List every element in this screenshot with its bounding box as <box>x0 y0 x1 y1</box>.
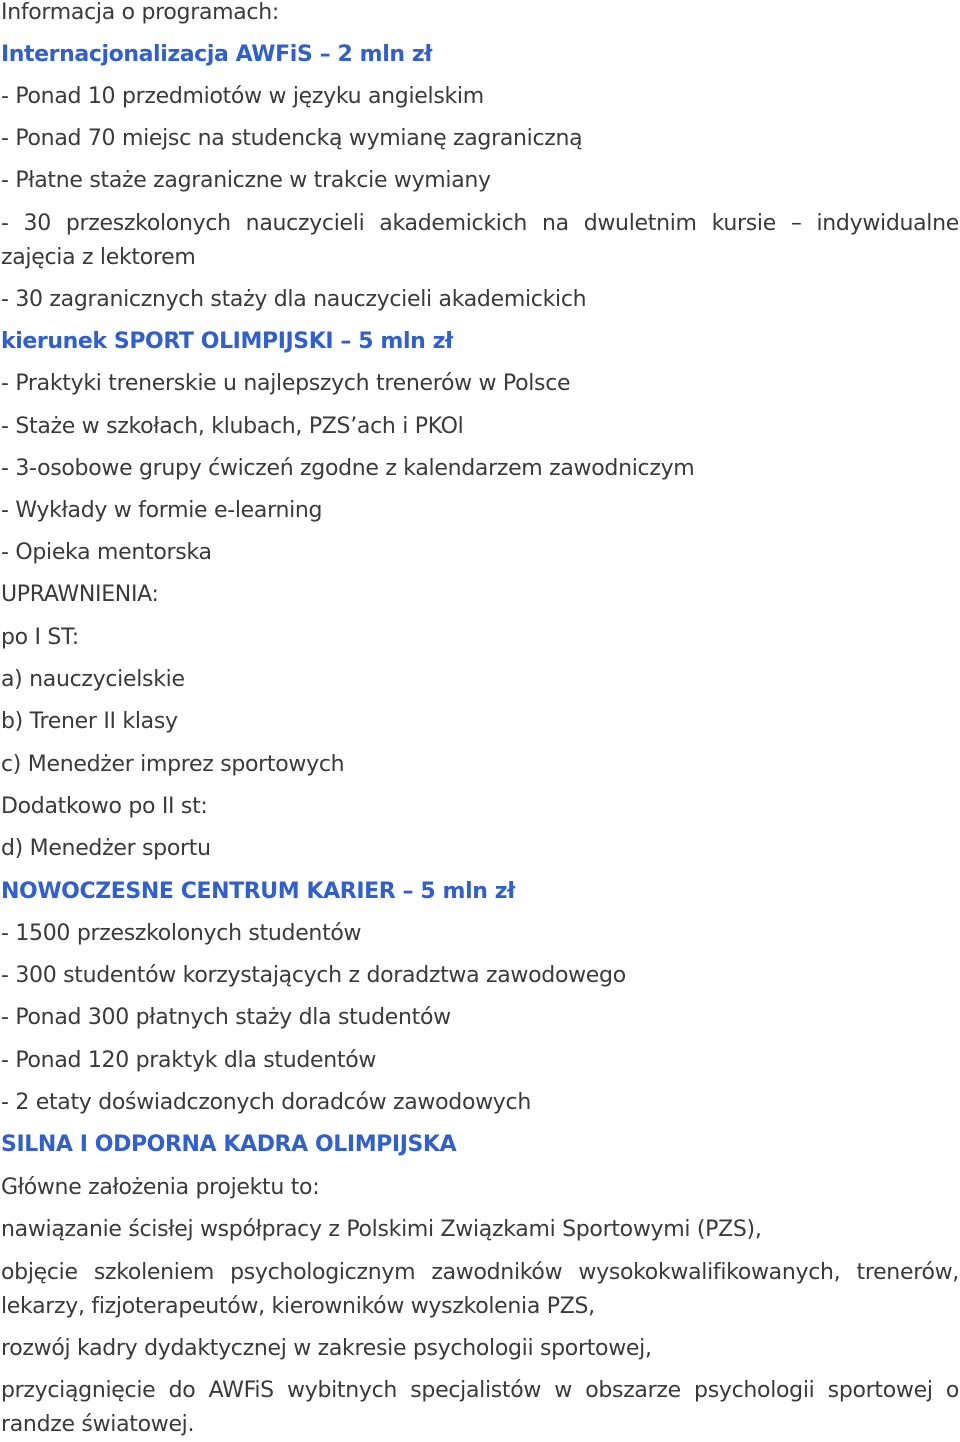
list-item: przyciągnięcie do AWFiS wybitnych specjalistów w obszarze psychologii sportowej o randze światowej. <box>1 1378 959 1437</box>
intro-text: Informacja o programach: <box>1 0 279 25</box>
list-item: - 30 zagranicznych staży dla nauczycieli akademickich <box>1 287 587 312</box>
list-item: objęcie szkoleniem psychologicznym zawodników wysokokwalifikowanych, trenerów, lekarzy, fizjoterapeutów, kierowników wyszkolenia PZS, <box>1 1260 959 1319</box>
list-item: - Praktyki trenerskie u najlepszych trenerów w Polsce <box>1 371 571 396</box>
list-item: - 3-osobowe grupy ćwiczeń zgodne z kalendarzem zawodniczym <box>1 456 695 481</box>
list-item: - Ponad 300 płatnych staży dla studentów <box>1 1005 451 1030</box>
section-heading-olympic-staff: SILNA I ODPORNA KADRA OLIMPIJSKA <box>1 1132 457 1157</box>
list-item: - Ponad 10 przedmiotów w języku angielskim <box>1 84 484 109</box>
rights-label: UPRAWNIENIA: <box>1 582 159 607</box>
list-item: nawiązanie ścisłej współpracy z Polskimi Związkami Sportowymi (PZS), <box>1 1217 762 1242</box>
section-heading-internationalization: Internacjonalizacja AWFiS – 2 mln zł <box>1 42 433 67</box>
section-heading-olympic-sport: kierunek SPORT OLIMPIJSKI – 5 mln zł <box>1 329 453 354</box>
list-item: - 2 etaty doświadczonych doradców zawodowych <box>1 1090 531 1115</box>
list-item: - Płatne staże zagraniczne w trakcie wymiany <box>1 168 491 193</box>
section-lead: Główne założenia projektu to: <box>1 1175 320 1200</box>
list-item: c) Menedżer imprez sportowych <box>1 752 345 777</box>
list-item: - 30 przeszkolonych nauczycieli akademickich na dwuletnim kursie – indywidualne zajęcia z lektorem <box>1 211 959 270</box>
list-item: - Wykłady w formie e-learning <box>1 498 323 523</box>
first-degree-label: po I ST: <box>1 625 79 650</box>
list-item: - 300 studentów korzystających z doradztwa zawodowego <box>1 963 626 988</box>
list-item: rozwój kadry dydaktycznej w zakresie psychologii sportowej, <box>1 1336 652 1361</box>
list-item: b) Trener II klasy <box>1 709 178 734</box>
list-item: - 1500 przeszkolonych studentów <box>1 921 362 946</box>
list-item: - Staże w szkołach, klubach, PZS’ach i PKOl <box>1 414 464 439</box>
list-item: a) nauczycielskie <box>1 667 185 692</box>
list-item: d) Menedżer sportu <box>1 836 211 861</box>
list-item: - Opieka mentorska <box>1 540 212 565</box>
list-item: - Ponad 120 praktyk dla studentów <box>1 1048 377 1073</box>
list-item: - Ponad 70 miejsc na studencką wymianę zagraniczną <box>1 126 583 151</box>
section-heading-career-center: NOWOCZESNE CENTRUM KARIER – 5 mln zł <box>1 879 515 904</box>
second-degree-label: Dodatkowo po II st: <box>1 794 208 819</box>
